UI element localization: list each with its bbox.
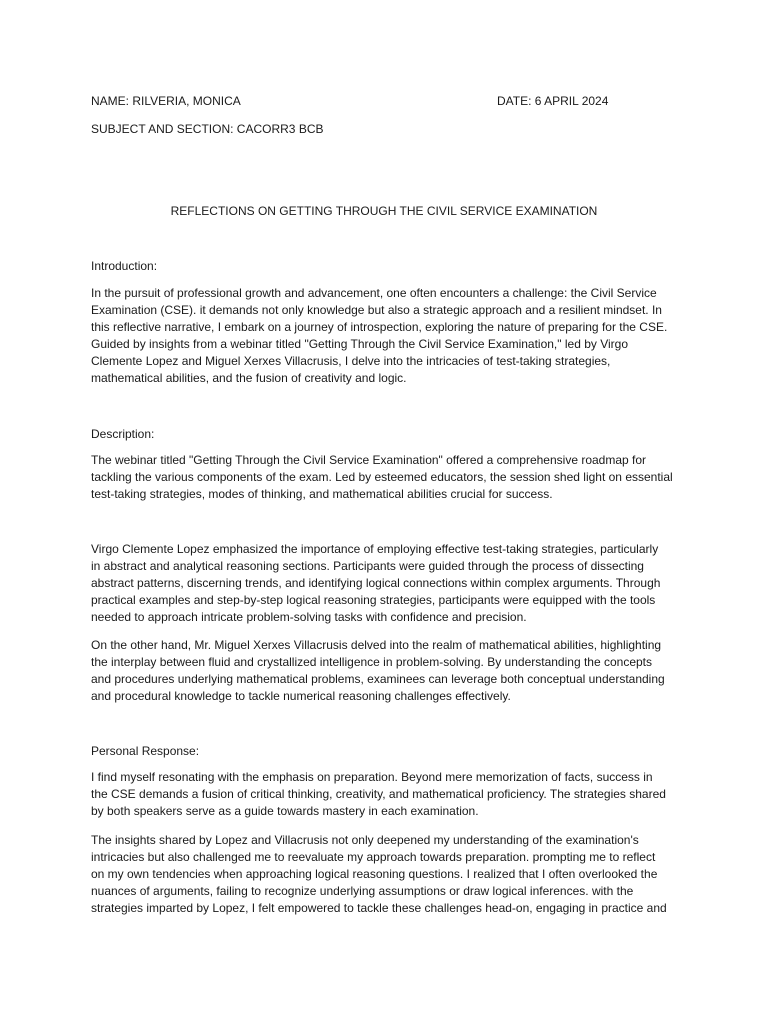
- paragraph-line: Virgo Clemente Lopez emphasized the importance of employing effective test-taking strategies, particularly: [91, 542, 659, 556]
- paragraph-line: Examination (CSE). it demands not only knowledge but also a strategic approach and a resilient mindset. In: [91, 303, 662, 317]
- paragraph-line: needed to approach intricate problem-solving tasks with confidence and precision.: [91, 610, 527, 624]
- paragraph-line: Clemente Lopez and Miguel Xerxes Villacrusis, I delve into the intricacies of test-taking strategies,: [91, 354, 611, 368]
- paragraph-line: mathematical abilities, and the fusion of creativity and logic.: [91, 371, 407, 385]
- paragraph-line: Guided by insights from a webinar titled "Getting Through the Civil Service Examination," led by Virgo: [91, 337, 629, 351]
- description-paragraph-1: [91, 452, 681, 503]
- paragraph-line: in abstract and analytical reasoning sections. Participants were guided through the process of dissecting: [91, 559, 644, 573]
- document-date: DATE: 6 APRIL 2024: [497, 94, 609, 108]
- paragraph-line: and procedural knowledge to tackle numerical reasoning challenges effectively.: [91, 689, 511, 703]
- paragraph-line: On the other hand, Mr. Miguel Xerxes Villacrusis delved into the realm of mathematical abilities, highlighting: [91, 638, 662, 652]
- paragraph-line: I find myself resonating with the emphasis on preparation. Beyond mere memorization of facts, success in: [91, 770, 653, 784]
- paragraph-line: this reflective narrative, I embark on a journey of introspection, exploring the nature of preparing for the CSE.: [91, 320, 668, 334]
- paragraph-line: In the pursuit of professional growth and advancement, one often encounters a challenge: the Civil Service: [91, 286, 657, 300]
- paragraph-line: on my own tendencies when approaching logical reasoning questions. I realized that I often overlooked the: [91, 867, 658, 881]
- paragraph-line: abstract patterns, discerning trends, and identifying logical connections within complex arguments. Through: [91, 576, 661, 590]
- paragraph-line: by both speakers serve as a guide towards mastery in each examination.: [91, 804, 479, 818]
- description-paragraph-2: [91, 541, 681, 626]
- paragraph-line: test-taking strategies, modes of thinking, and mathematical abilities crucial for success.: [91, 487, 553, 501]
- paragraph-line: the CSE demands a fusion of critical thinking, creativity, and mathematical proficiency. The strategies shared: [91, 787, 666, 801]
- paragraph-line: nuances of arguments, failing to recognize underlying assumptions or draw logical inferences. with the: [91, 884, 634, 898]
- paragraph-line: and procedures underlying mathematical problems, examinees can leverage both conceptual understanding: [91, 672, 665, 686]
- document-title: REFLECTIONS ON GETTING THROUGH THE CIVIL SERVICE EXAMINATION: [170, 204, 598, 218]
- paragraph-line: The webinar titled "Getting Through the Civil Service Examination" offered a comprehensive roadmap for: [91, 453, 647, 467]
- personal-response-paragraph-1: [91, 769, 681, 820]
- student-name: NAME: RILVERIA, MONICA: [91, 94, 241, 108]
- introduction-paragraph: [91, 285, 681, 387]
- paragraph-line: The insights shared by Lopez and Villacrusis not only deepened my understanding of the examination's: [91, 833, 639, 847]
- personal-response-paragraph-2: [91, 832, 681, 917]
- paragraph-line: strategies imparted by Lopez, I felt empowered to tackle these challenges head-on, engaging in practice and: [91, 901, 667, 915]
- paragraph-line: practical examples and step-by-step logical reasoning strategies, participants were equipped with the tools: [91, 593, 656, 607]
- subject-and-section: SUBJECT AND SECTION: CACORR3 BCB: [91, 122, 324, 136]
- description-paragraph-3: [91, 637, 681, 705]
- paragraph-line: intricacies but also challenged me to reevaluate my approach towards preparation. prompting me to reflect: [91, 850, 656, 864]
- personal-response-heading: Personal Response:: [91, 744, 200, 758]
- introduction-heading: Introduction:: [91, 259, 158, 273]
- description-heading: Description:: [91, 427, 155, 441]
- paragraph-line: tackling the various components of the exam. Led by esteemed educators, the session shed light on essential: [91, 470, 673, 484]
- paragraph-line: the interplay between fluid and crystallized intelligence in problem-solving. By understanding the concepts: [91, 655, 652, 669]
